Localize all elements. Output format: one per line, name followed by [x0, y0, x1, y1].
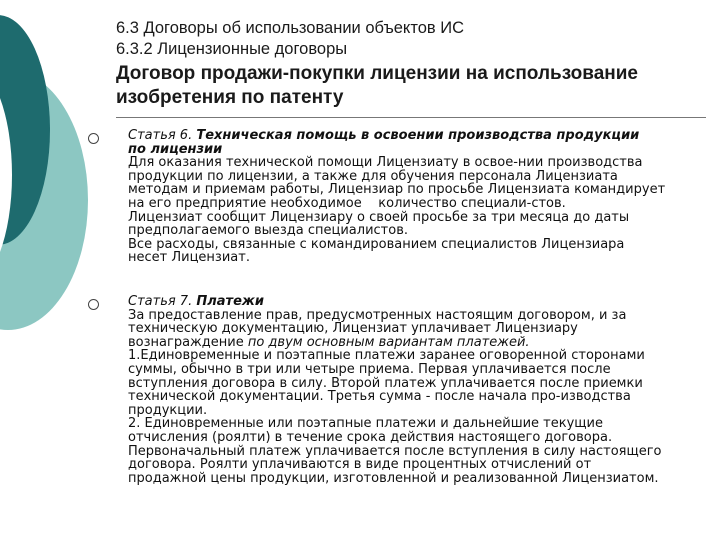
slide-title-line: изобретения по патенту [116, 87, 344, 108]
text-line: Для оказания технической помощи Лицензиату в освое-нии производства [128, 155, 643, 171]
text-line: несет Лицензиат. [128, 250, 250, 266]
title-divider [116, 117, 706, 118]
text-line: 2. Единовременные или поэтапные платежи и дальнейшие текущие [128, 416, 603, 432]
text-line: договора. Роялти уплачиваются в виде процентных отчислений от [128, 457, 592, 473]
text-line: Лицензиат сообщит Лицензиару о своей просьбе за три месяца до даты [128, 209, 630, 225]
italic-phrase: по двум основным вариантам платежей. [247, 334, 530, 350]
article-number: Статья 6. [128, 128, 193, 143]
text-line: техническую документацию, Лицензиат уплачивает Лицензиару [128, 321, 578, 337]
text-line: вступления договора в силу. Второй платеж уплачивается после приемки [128, 375, 643, 391]
slide-title [116, 62, 706, 110]
text-line: методам и приемам работы, Лицензиар по просьбе Лицензиата командирует [128, 182, 666, 198]
bullet-circle-icon [88, 133, 99, 144]
article-7 [128, 295, 694, 485]
article-number: Статья 7. [128, 294, 193, 309]
text-line: 1.Единовременные и поэтапные платежи заранее оговоренной сторонами [128, 348, 645, 364]
article-6 [128, 129, 694, 265]
text-line: За предоставление прав, предусмотренных настоящим договором, и за [128, 307, 627, 323]
text-line: Все расходы, связанные с командированием специалистов Лицензиара [128, 236, 625, 252]
slide-title-line: Договор продажи-покупки лицензии на использование [116, 63, 638, 84]
text-line: предполагаемого выезда специалистов. [128, 223, 408, 239]
text-line: продажной цены продукции, изготовленной и реализованной Лицензиатом. [128, 470, 659, 486]
text-line: на его предприятие необходимое количество специали-стов. [128, 195, 566, 211]
article-title [128, 295, 694, 309]
slide-header [116, 18, 706, 110]
text-line: продукции. [128, 402, 208, 418]
text-line: отчисления (роялти) в течение срока действия настоящего договора. [128, 429, 613, 445]
bullet-circle-icon [88, 299, 99, 310]
text-line: технической документации. Третья сумма - после начала про-изводства [128, 389, 631, 405]
text-line: суммы, обычно в три или четыре приема. Первая уплачивается после [128, 361, 611, 377]
article-heading-cont: по лицензии [128, 141, 223, 157]
subsection-heading: 6.3.2 Лицензионные договоры [116, 40, 348, 58]
decorative-circles [0, 0, 100, 330]
text-line: вознаграждение по двум основным вариантам платежей. [128, 334, 530, 350]
article-heading: Платежи [196, 294, 264, 309]
section-heading: 6.3 Договоры об использовании объектов ИС [116, 19, 465, 37]
article-heading: Техническая помощь в освоении производства продукции [196, 128, 640, 143]
text-line: продукции по лицензии, а также для обучения персонала Лицензиата [128, 168, 618, 184]
article-title [128, 129, 694, 143]
text-line: Первоначальный платеж уплачивается после вступления в силу настоящего [128, 443, 662, 459]
